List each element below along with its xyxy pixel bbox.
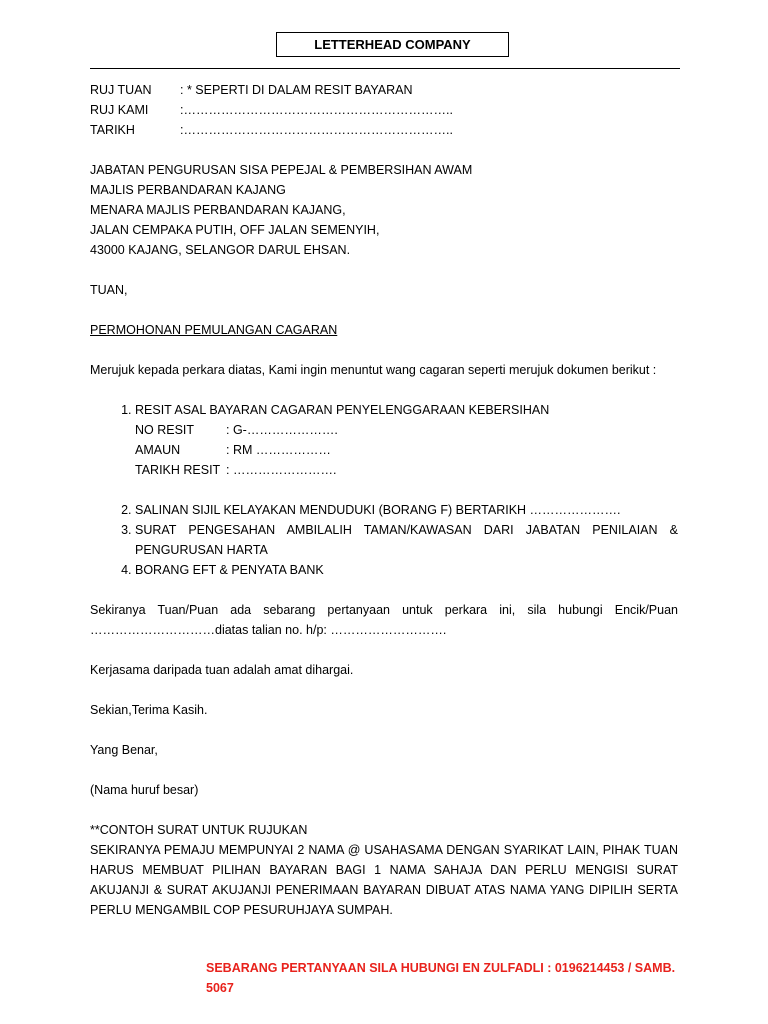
address-line: JABATAN PENGURUSAN SISA PEPEJAL & PEMBERSIHAN AWAM xyxy=(90,163,473,177)
ref-label: RUJ KAMI xyxy=(90,103,149,117)
letter-body xyxy=(90,80,678,920)
field-label: AMAUN xyxy=(135,443,181,457)
appreciation-line: Kerjasama daripada tuan adalah amat dihargai. xyxy=(90,663,354,677)
address-line: 43000 KAJANG, SELANGOR DARUL EHSAN. xyxy=(90,243,351,257)
footer-contact: SEBARANG PERTANYAAN SILA HUBUNGI EN ZULFADLI : 0196214453 / SAMB. 5067 xyxy=(206,961,676,995)
receipt-field xyxy=(135,420,678,440)
list-item: 3. SURAT PENGESAHAN AMBILALIH TAMAN/KAWASAN DARI JABATAN PENILAIAN & PENGURUSAN HARTA xyxy=(135,520,678,560)
ref-label: RUJ TUAN xyxy=(90,83,152,97)
note-title: **CONTOH SURAT UNTUK RUJUKAN xyxy=(90,823,308,837)
list-item: 4. BORANG EFT & PENYATA BANK xyxy=(135,560,678,580)
document-list xyxy=(90,400,678,480)
ref-row xyxy=(90,100,678,120)
address-line: MAJLIS PERBANDARAN KAJANG xyxy=(90,183,286,197)
field-label: NO RESIT xyxy=(135,423,195,437)
ref-row xyxy=(90,120,678,140)
receipt-field xyxy=(135,440,678,460)
field-value: : G-…………………. xyxy=(226,423,338,437)
subject-line: PERMOHONAN PEMULANGAN CAGARAN xyxy=(90,323,338,337)
address-line: JALAN CEMPAKA PUTIH, OFF JALAN SEMENYIH, xyxy=(90,223,380,237)
item-title: 1. RESIT ASAL BAYARAN CAGARAN PENYELENGGARAAN KEBERSIHAN xyxy=(135,403,550,417)
intro-paragraph: Merujuk kepada perkara diatas, Kami ingin menuntut wang cagaran seperti merujuk dokumen berikut : xyxy=(90,363,657,377)
ref-value: :……………………………………………………….. xyxy=(180,103,453,117)
salutation: TUAN, xyxy=(90,283,128,297)
field-value: : RM ……………… xyxy=(226,443,331,457)
note-body: SEKIRANYA PEMAJU MEMPUNYAI 2 NAMA @ USAHASAMA DENGAN SYARIKAT LAIN, PIHAK TUAN HARUS MEMBUAT PILIHAN BAYARAN BAGI 1 NAMA SAHAJA DAN PERLU MENGISI SURAT AKUJANJI & SURAT AKUJANJI PENERIMAAN BAYARAN DIBUAT ATAS NAMA YANG DIPILIH SERTA PERLU MENGAMBIL COP PESURUHJAYA SUMPAH. xyxy=(90,843,678,917)
ref-value: : * SEPERTI DI DALAM RESIT BAYARAN xyxy=(180,83,413,97)
sign-off: Yang Benar, xyxy=(90,743,158,757)
inquiry-paragraph: Sekiranya Tuan/Puan ada sebarang pertanyaan untuk perkara ini, sila hubungi Encik/Puan …………………………diatas talian no. h/p: ………………………. xyxy=(90,603,678,637)
ref-label: TARIKH xyxy=(90,123,135,137)
list-item xyxy=(135,400,678,480)
ref-row xyxy=(90,80,678,100)
closing-line: Sekian,Terima Kasih. xyxy=(90,703,208,717)
ref-value: :……………………………………………………….. xyxy=(180,123,453,137)
list-item: 2. SALINAN SIJIL KELAYAKAN MENDUDUKI (BORANG F) BERTARIKH …………………. xyxy=(135,500,678,520)
name-placeholder: (Nama huruf besar) xyxy=(90,783,199,797)
recipient-address xyxy=(90,160,678,260)
field-label: TARIKH RESIT xyxy=(135,463,221,477)
header-divider xyxy=(90,68,680,69)
document-list-continued xyxy=(90,500,678,580)
letterhead-box: LETTERHEAD COMPANY xyxy=(276,32,509,57)
receipt-field xyxy=(135,460,678,480)
address-line: MENARA MAJLIS PERBANDARAN KAJANG, xyxy=(90,203,346,217)
reference-block xyxy=(90,80,678,140)
field-value: : ……………………. xyxy=(226,463,337,477)
